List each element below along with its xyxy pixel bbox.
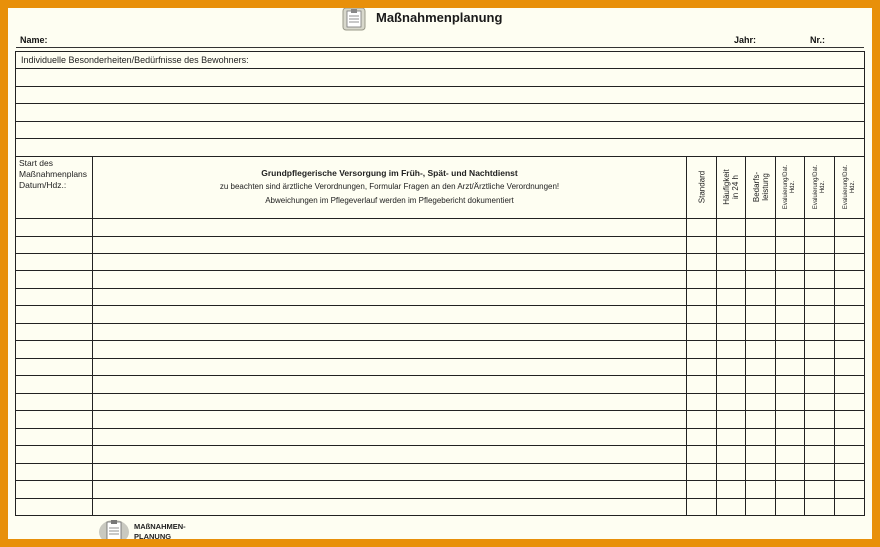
- care-cell[interactable]: [687, 358, 717, 375]
- care-cell[interactable]: [687, 393, 717, 410]
- care-heading-line3: Abweichungen im Pflegeverlauf werden im Pflegebericht dokumentiert: [265, 196, 514, 206]
- care-cell[interactable]: [16, 219, 93, 236]
- care-cell[interactable]: [687, 428, 717, 445]
- care-cell[interactable]: [835, 446, 865, 463]
- care-cell[interactable]: [687, 446, 717, 463]
- care-cell[interactable]: [746, 358, 776, 375]
- care-cell[interactable]: [805, 411, 835, 428]
- care-cell[interactable]: [776, 393, 805, 410]
- care-row: [16, 411, 865, 428]
- care-cell[interactable]: [16, 463, 93, 480]
- care-cell[interactable]: [93, 253, 687, 270]
- care-cell[interactable]: [835, 323, 865, 340]
- col-haeufigkeit: Häufigkeit in 24 h: [717, 156, 746, 218]
- jahr-label: Jahr:: [734, 35, 757, 45]
- care-cell[interactable]: [16, 341, 93, 358]
- care-cell[interactable]: [776, 236, 805, 253]
- care-cell[interactable]: [16, 498, 93, 515]
- care-row: [16, 428, 865, 445]
- care-cell[interactable]: [687, 376, 717, 393]
- care-cell[interactable]: [805, 288, 835, 305]
- care-cell[interactable]: [805, 341, 835, 358]
- form-page: [8, 8, 872, 539]
- care-cell[interactable]: [93, 393, 687, 410]
- care-cell[interactable]: [93, 411, 687, 428]
- care-cell[interactable]: [93, 341, 687, 358]
- care-cell[interactable]: [776, 376, 805, 393]
- name-label: Name:: [20, 35, 48, 45]
- col-evaluierung-3: Evaluierung/Dat. Hdz.: [835, 156, 865, 218]
- care-cell[interactable]: [93, 481, 687, 498]
- care-cell[interactable]: [835, 376, 865, 393]
- care-cell[interactable]: [776, 428, 805, 445]
- care-cell[interactable]: [776, 358, 805, 375]
- care-cell[interactable]: [687, 323, 717, 340]
- care-cell[interactable]: [16, 393, 93, 410]
- start-label: Start des Maßnahmenplans Datum/Hdz.:: [16, 156, 93, 218]
- care-cell[interactable]: [835, 481, 865, 498]
- care-row: [16, 463, 865, 480]
- care-row: [16, 323, 865, 340]
- care-cell[interactable]: [16, 376, 93, 393]
- care-row: [16, 498, 865, 515]
- care-cell[interactable]: [16, 428, 93, 445]
- care-cell[interactable]: [687, 498, 717, 515]
- besonderheiten-row[interactable]: [16, 69, 865, 86]
- care-cell[interactable]: [776, 446, 805, 463]
- besonderheiten-row[interactable]: [16, 139, 865, 156]
- care-cell[interactable]: [717, 376, 746, 393]
- care-row: [16, 253, 865, 270]
- care-cell[interactable]: [16, 323, 93, 340]
- care-cell[interactable]: [746, 446, 776, 463]
- care-cell[interactable]: [687, 271, 717, 288]
- care-cell[interactable]: [835, 288, 865, 305]
- care-cell[interactable]: [687, 463, 717, 480]
- care-cell[interactable]: [16, 358, 93, 375]
- care-cell[interactable]: [687, 288, 717, 305]
- care-heading: [93, 156, 687, 218]
- care-cell[interactable]: [835, 428, 865, 445]
- care-cell[interactable]: [746, 271, 776, 288]
- care-cell[interactable]: [835, 341, 865, 358]
- care-cell[interactable]: [93, 376, 687, 393]
- care-cell[interactable]: [16, 253, 93, 270]
- care-cell[interactable]: [835, 253, 865, 270]
- care-cell[interactable]: [746, 288, 776, 305]
- care-cell[interactable]: [717, 219, 746, 236]
- care-row: [16, 358, 865, 375]
- care-cell[interactable]: [687, 219, 717, 236]
- col-evaluierung-1: Evaluierung/Dat. Hdz.: [776, 156, 805, 218]
- care-cell[interactable]: [16, 271, 93, 288]
- care-cell[interactable]: [16, 446, 93, 463]
- care-cell[interactable]: [687, 341, 717, 358]
- care-cell[interactable]: [746, 219, 776, 236]
- care-cell[interactable]: [717, 393, 746, 410]
- care-cell[interactable]: [776, 498, 805, 515]
- care-cell[interactable]: [776, 341, 805, 358]
- care-cell[interactable]: [687, 253, 717, 270]
- care-cell[interactable]: [805, 428, 835, 445]
- besonderheiten-label: Individuelle Besonderheiten/Bedürfnisse des Bewohners:: [16, 52, 865, 69]
- care-cell[interactable]: [93, 219, 687, 236]
- care-cell[interactable]: [93, 236, 687, 253]
- care-cell[interactable]: [805, 236, 835, 253]
- care-cell[interactable]: [835, 306, 865, 323]
- care-cell[interactable]: [717, 463, 746, 480]
- care-cell[interactable]: [746, 428, 776, 445]
- care-heading-line2: zu beachten sind ärztliche Verordnungen, Formular Fragen an den Arzt/Ärztliche Verordnungen!: [219, 182, 560, 192]
- care-cell[interactable]: [805, 219, 835, 236]
- clipboard-icon: [98, 516, 130, 539]
- care-row: [16, 271, 865, 288]
- besonderheiten-row[interactable]: [16, 104, 865, 121]
- col-bedarf: Bedarfs- leistung: [746, 156, 776, 218]
- care-row: [16, 219, 865, 236]
- care-cell[interactable]: [835, 498, 865, 515]
- care-cell[interactable]: [746, 306, 776, 323]
- care-row: [16, 306, 865, 323]
- care-cell[interactable]: [805, 393, 835, 410]
- care-row: [16, 341, 865, 358]
- care-cell[interactable]: [776, 411, 805, 428]
- care-cell[interactable]: [776, 271, 805, 288]
- care-cell[interactable]: [717, 428, 746, 445]
- care-cell[interactable]: [746, 411, 776, 428]
- care-row: [16, 446, 865, 463]
- care-cell[interactable]: [835, 219, 865, 236]
- care-row: [16, 481, 865, 498]
- care-cell[interactable]: [805, 271, 835, 288]
- care-cell[interactable]: [805, 323, 835, 340]
- col-standard: Standard: [687, 156, 717, 218]
- footer-title: MAßNAHMEN- PLANUNG: [134, 522, 186, 539]
- care-cell[interactable]: [717, 358, 746, 375]
- care-cell[interactable]: [717, 271, 746, 288]
- care-cell[interactable]: [687, 236, 717, 253]
- care-cell[interactable]: [93, 498, 687, 515]
- care-row: [16, 288, 865, 305]
- care-cell[interactable]: [93, 306, 687, 323]
- care-cell[interactable]: [16, 236, 93, 253]
- care-cell[interactable]: [687, 481, 717, 498]
- care-cell[interactable]: [746, 323, 776, 340]
- care-row: [16, 236, 865, 253]
- care-cell[interactable]: [93, 288, 687, 305]
- care-cell[interactable]: [835, 411, 865, 428]
- care-cell[interactable]: [717, 253, 746, 270]
- care-cell[interactable]: [746, 463, 776, 480]
- care-cell[interactable]: [16, 288, 93, 305]
- care-cell[interactable]: [93, 323, 687, 340]
- care-cell[interactable]: [746, 236, 776, 253]
- nr-label: Nr.:: [810, 35, 826, 45]
- care-cell[interactable]: [776, 463, 805, 480]
- care-cell[interactable]: [717, 446, 746, 463]
- besonderheiten-row[interactable]: [16, 121, 865, 138]
- care-row: [16, 393, 865, 410]
- care-cell[interactable]: [805, 498, 835, 515]
- besonderheiten-row[interactable]: [16, 86, 865, 103]
- care-cell[interactable]: [835, 358, 865, 375]
- care-cell[interactable]: [16, 411, 93, 428]
- care-cell[interactable]: [805, 358, 835, 375]
- care-cell[interactable]: [717, 498, 746, 515]
- planning-table: [15, 51, 865, 516]
- care-cell[interactable]: [746, 341, 776, 358]
- care-cell[interactable]: [687, 411, 717, 428]
- care-cell[interactable]: [717, 236, 746, 253]
- care-cell[interactable]: [93, 446, 687, 463]
- header-rule: [16, 47, 864, 48]
- care-cell[interactable]: [717, 288, 746, 305]
- col-evaluierung-2: Evaluierung/Dat. Hdz.: [805, 156, 835, 218]
- care-cell[interactable]: [776, 323, 805, 340]
- care-row: [16, 376, 865, 393]
- care-cell[interactable]: [805, 463, 835, 480]
- care-cell[interactable]: [746, 253, 776, 270]
- care-cell[interactable]: [805, 481, 835, 498]
- care-heading-title: Grundpflegerische Versorgung im Früh-, Spät- und Nachtdienst: [261, 168, 518, 179]
- care-cell[interactable]: [776, 481, 805, 498]
- care-cell[interactable]: [835, 393, 865, 410]
- care-cell[interactable]: [805, 376, 835, 393]
- care-cell[interactable]: [776, 253, 805, 270]
- care-cell[interactable]: [746, 376, 776, 393]
- care-cell[interactable]: [835, 236, 865, 253]
- care-cell[interactable]: [717, 411, 746, 428]
- care-cell[interactable]: [717, 481, 746, 498]
- care-cell[interactable]: [805, 446, 835, 463]
- care-cell[interactable]: [717, 341, 746, 358]
- care-cell[interactable]: [93, 358, 687, 375]
- care-cell[interactable]: [805, 306, 835, 323]
- care-cell[interactable]: [717, 323, 746, 340]
- care-cell[interactable]: [93, 428, 687, 445]
- care-cell[interactable]: [835, 463, 865, 480]
- care-cell[interactable]: [776, 306, 805, 323]
- care-cell[interactable]: [746, 498, 776, 515]
- care-cell[interactable]: [687, 306, 717, 323]
- care-cell[interactable]: [805, 253, 835, 270]
- care-cell[interactable]: [835, 271, 865, 288]
- care-cell[interactable]: [746, 393, 776, 410]
- care-cell[interactable]: [93, 463, 687, 480]
- care-cell[interactable]: [16, 306, 93, 323]
- care-cell[interactable]: [746, 481, 776, 498]
- care-cell[interactable]: [717, 306, 746, 323]
- care-cell[interactable]: [16, 481, 93, 498]
- care-cell[interactable]: [93, 271, 687, 288]
- page-title: Maßnahmenplanung: [376, 10, 503, 25]
- care-cell[interactable]: [776, 219, 805, 236]
- care-cell[interactable]: [776, 288, 805, 305]
- clipboard-icon: [342, 8, 366, 32]
